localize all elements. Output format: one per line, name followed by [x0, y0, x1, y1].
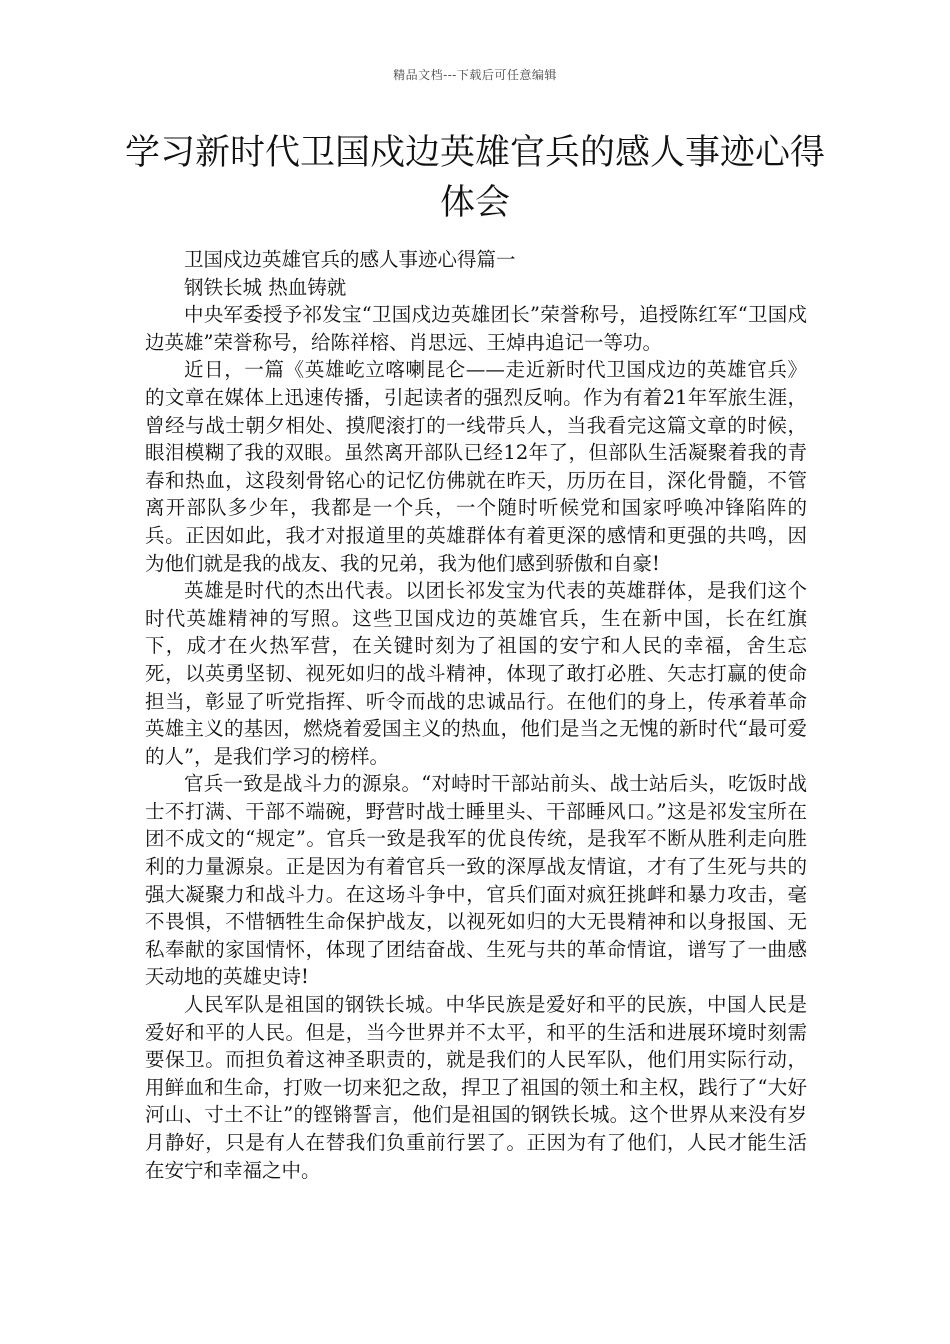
paragraph-5: 人民军队是祖国的钢铁长城。中华民族是爱好和平的民族，中国人民是爱好和平的人民。但是，当今世界并不太平，和平的生活和进展环境时刻需要保卫。而担负着这神圣职责的，就是我们的人民军队，他们用实际行动，用鲜血和生命，打败一切来犯之敌，捍卫了祖国的领土和主权，践行了“大好河山、寸土不让”的铿锵誓言，他们是祖国的钢铁长城。这个世界从来没有岁月静好，只是有人在替我们负重前行罢了。正因为有了他们，人民才能生活在安宁和幸福之中。 [145, 993, 807, 1182]
paragraph-2: 近日，一篇《英雄屹立喀喇昆仑——走近新时代卫国戍边的英雄官兵》的文章在媒体上迅速传播，引起读者的强烈反响。作为有着21年军旅生涯，曾经与战士朝夕相处、摸爬滚打的一线带兵人，当我看完这篇文章的时候，眼泪模糊了我的双眼。虽然离开部队已经12年了，但部队生活凝聚着我的青春和热血，这段刻骨铭心的记忆仿佛就在昨天，历历在目，深化骨髓，不管离开部队多少年，我都是一个兵，一个随时听候党和国家呼唤冲锋陷阵的兵。正因如此，我才对报道里的英雄群体有着更深的感情和更强的共鸣，因为他们就是我的战友、我的兄弟，我为他们感到骄傲和自豪! [145, 358, 807, 575]
header-note: 精品文档---下载后可任意编辑 [393, 68, 557, 82]
document-body [145, 246, 807, 1184]
section-heading: 卫国戍边英雄官兵的感人事迹心得篇一 [184, 248, 516, 271]
paragraph-3: 英雄是时代的杰出代表。以团长祁发宝为代表的英雄群体，是我们这个时代英雄精神的写照。这些卫国戍边的英雄官兵，生在新中国，长在红旗下，成才在火热军营，在关键时刻为了祖国的安宁和人民的幸福，舍生忘死，以英勇坚韧、视死如归的战斗精神，体现了敢打必胜、矢志打赢的使命担当，彰显了听党指挥、听令而战的忠诚品行。在他们的身上，传承着革命英雄主义的基因，燃烧着爱国主义的热血，他们是当之无愧的新时代“最可爱的人”，是我们学习的榜样。 [145, 579, 807, 768]
section-subheading: 钢铁长城 热血铸就 [184, 275, 347, 299]
document-title: 学习新时代卫国戍边英雄官兵的感人事迹心得体会 [124, 133, 825, 223]
paragraph-1: 中央军委授予祁发宝“卫国戍边英雄团长”荣誉称号，追授陈红军“卫国戍边英雄”荣誉称号，给陈祥榕、肖思远、王焯冉追记一等功。 [145, 303, 807, 354]
paragraph-4: 官兵一致是战斗力的源泉。“对峙时干部站前头、战士站后头，吃饭时战士不打满、干部不端碗，野营时战士睡里头、干部睡风口。”这是祁发宝所在团不成文的“规定”。官兵一致是我军的优良传统，是我军不断从胜利走向胜利的力量源泉。正是因为有着官兵一致的深厚战友情谊，才有了生死与共的强大凝聚力和战斗力。在这场斗争中，官兵们面对疯狂挑衅和暴力攻击，毫不畏惧，不惜牺牲生命保护战友，以视死如归的大无畏精神和以身报国、无私奉献的家国情怀，体现了团结奋战、生死与共的革命情谊，谱写了一曲感天动地的英雄史诗! [145, 772, 807, 989]
